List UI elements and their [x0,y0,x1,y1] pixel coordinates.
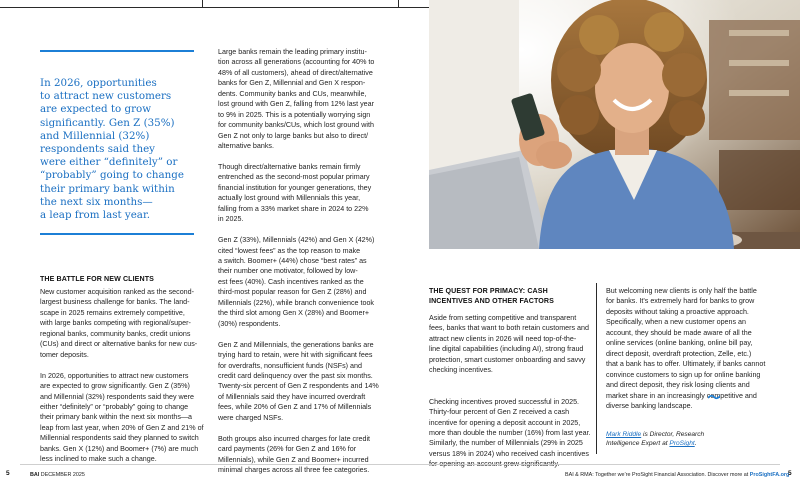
pull-quote-rule-top [40,50,194,52]
text-line: Large banks remain the leading primary institu- [218,48,367,56]
issue-date: DECEMBER 2025 [40,472,85,478]
section-heading-primacy [429,286,554,306]
column-rule-top-2 [398,0,399,8]
text-line: (30%) respondents. [218,319,281,328]
pull-quote-line: are expected to grow [40,103,152,116]
pull-quote-line: In 2026, opportunities [40,77,157,89]
pull-quote-line: and Millennial (32%) [40,129,150,142]
text-line: actually lost ground with Millennials this year, [218,194,361,203]
text-line: est fees (40%). Cash incentives ranked as the [218,277,364,286]
pull-quote-rule-bottom [40,233,194,235]
prosight-link[interactable]: ProSight [669,440,695,447]
text-line: line digital capabilities (including AI), strong fraud [429,345,584,354]
text-line: tion across all generations (accounting for 40% to [218,58,375,67]
photo-illustration [429,0,800,249]
text-line: card payments (26% for Gen Z and 16% for [218,445,357,454]
author-bio-text-2: Intelligence Expert at [606,440,670,447]
text-line: with large banks competing with regional/super- [40,319,191,328]
author-bio-text: is Director, Research [641,431,705,438]
text-line: falling from a 33% market share in 2024 to 22% [218,204,369,213]
text-line: for overdrafts, nonsufficient funds (NSFs) and [218,361,362,370]
text-line: protection, smart customer onboarding and savvy [429,355,586,364]
text-line: more than double the number (16%) from last year. [429,428,591,437]
text-line: Millennial respondents said they planned to switch [40,434,199,443]
pull-quote-line: their primary bank within [40,182,175,195]
author-bio [606,430,704,448]
page-number-left: 5 [6,470,10,477]
text-line: market share in an increasingly competitive and [606,391,757,400]
text-line: the third slot among Gen X (28%) and Boomer+ [218,309,370,318]
text-line: New customer acquisition ranked as the second- [40,288,194,296]
text-line: leap from last year, when 20% of Gen Z and 21% of [40,423,204,432]
text-line: in 2025. [218,215,244,224]
prosightfa-link[interactable]: ProSightFA.org [749,472,790,478]
text-line: Aside from setting competitive and transparent [429,314,577,322]
text-line: Checking incentives proved successful in 2025. [429,397,580,406]
text-line: Though direct/alternative banks remain firmly [218,162,361,171]
col3-body [429,313,591,470]
text-line: checking incentives. [429,366,493,375]
text-line: entrenched as the second-most popular primary [218,173,370,182]
pull-quote [40,77,195,222]
pull-quote-line: a leap from last year. [40,209,151,222]
text-line: deposits without taking a proactive approach. [606,307,749,316]
text-line: credit card delinquency over the past six months. [218,372,373,380]
pull-quote-line: were either “definitely” or [40,156,178,169]
text-line: minimal charges across all three fee categories. [218,466,370,475]
text-line: direct deposit, overdraft protection, Zelle, etc.) [606,349,752,358]
bottom-rule [20,464,780,465]
page-number-right: 5 [788,470,792,477]
text-line: attract new clients in 2026 will need top-of-the- [429,334,577,343]
text-line: fees, while 20% of Gen Z and 17% of Millennials [218,403,372,412]
text-line: Similarly, the number of Millennials (29% in 2025 [429,439,583,448]
column-rule-top [202,0,203,8]
author-name-link[interactable]: Mark Riddle [606,431,642,438]
heading-line: INCENTIVES AND OTHER FACTORS [429,297,554,305]
text-line: regional banks, community banks, credit unions [40,329,191,338]
text-line: trying hard to retain, were hit with significant fees [218,351,373,360]
text-line: financial institution for younger generations, they [218,183,372,192]
text-line: were charged NSFs. [218,413,284,422]
pull-quote-line: significantly. Gen Z (35%) [40,116,175,129]
text-line: largest business challenge for banks. The land- [40,298,190,307]
text-line: Specifically, when a new customer opens an [606,318,746,327]
text-line: their primary bank within the next six months—a [40,413,193,422]
pull-quote-line: “probably” going to change [40,169,184,182]
text-line: online services (online banking, online bill pay, [606,339,753,348]
text-line: account, they should be made aware of all the [606,328,752,337]
text-line: Millennials (22%), while branch convenience took [218,298,374,307]
text-line: Both groups also incurred charges for late credit [218,434,371,443]
text-line: tomer deposits. [40,350,89,359]
text-line: banks. Gen X (12%) and Boomer+ (7%) are much [40,444,199,453]
pull-quote-line: to attract new customers [40,90,172,103]
text-line: Gen Z and Millennials, the generations banks are [218,340,374,349]
text-line: a switch. Boomer+ (44%) chose “best rates” as [218,257,367,266]
col1-body [40,287,204,465]
pull-quote-line: the next six months— [40,195,153,208]
text-line: their number one motivator, followed by low- [218,267,358,276]
text-line: dents. Community banks and CUs, meanwhile, [218,89,367,98]
text-line: for banks. It’s extremely hard for banks to grow [606,297,755,306]
text-line: are expected to grow significantly. Gen Z (35%) [40,382,190,391]
text-line: In 2026, opportunities to attract new customers [40,371,189,380]
brand-logo: BAI [30,472,40,478]
text-line: alternative banks. [218,142,274,151]
author-bio-period: . [694,440,697,447]
text-line: either “definitely” or “probably” going to change [40,402,189,411]
section-heading-new-clients: THE BATTLE FOR NEW CLIENTS [40,275,154,283]
text-line: to 9% in 2025. This is a potentially worrying sign [218,110,371,119]
text-line: Gen Z (33%), Millennials (42%) and Gen X (42%) [218,236,375,245]
text-line: Gen Z not only to large banks but also to direct/ [218,131,369,140]
text-line: less inclined to make such a change. [40,455,157,464]
column-rule-right [596,283,597,454]
text-line: incentive for opening a deposit account in 2025, [429,418,581,427]
text-line: But welcoming new clients is only half the battle [606,287,757,295]
footer-left [30,472,85,478]
text-line: of Millennials said they have incurred overdraft [218,392,366,401]
text-line: banks for Gen Z, Millennial and Gen X respon- [218,79,366,88]
text-line: versus 18% in 2024) who received cash incentives [429,449,589,458]
footer-text: BAI & RMA: Together we’re ProSight Financial Association. Discover more at [565,472,750,478]
text-line: Thirty-four percent of Gen Z received a cash [429,408,570,417]
heading-line: THE QUEST FOR PRIMACY: CASH [429,287,548,295]
text-line: for community banks/CUs, which lost ground with [218,121,374,130]
text-line: Twenty-six percent of Gen Z respondents and 14% [218,382,379,391]
text-line: third-most popular reason for Gen Z (28%) and [218,288,367,297]
pull-quote-line: respondents said they [40,143,155,156]
text-line: 48% of all customers), ahead of direct/alternative [218,68,373,77]
text-line: scape in 2025 remains extremely competitive, [40,308,185,317]
woman-with-smartphone-photo [429,0,800,249]
text-line: diverse banking landscape. [606,401,693,410]
text-line: that a bank has to offer. Ultimately, if banks cannot [606,360,766,369]
wave-end-icon [708,394,720,400]
text-line: fees, banks that want to both retain customers and [429,324,589,333]
text-line: convince customers to sign up for online banking [606,370,761,379]
col2-body [218,47,379,476]
text-line: and direct deposit, they risk losing clients and [606,381,750,390]
text-line: (CUs) and direct or alternative banks for new cus- [40,340,198,349]
top-rule-left [0,7,429,8]
text-line: and Millennial (32%) respondents said they were [40,392,195,401]
text-line: Millennials), while Gen Z and Boomer+ incurred [218,455,369,464]
col4-body [606,286,765,411]
text-line: lost ground with Gen Z, falling from 12% last year [218,100,374,109]
text-line: cited “lowest fees” as the top reason to make [218,246,361,255]
footer-right [565,472,789,478]
